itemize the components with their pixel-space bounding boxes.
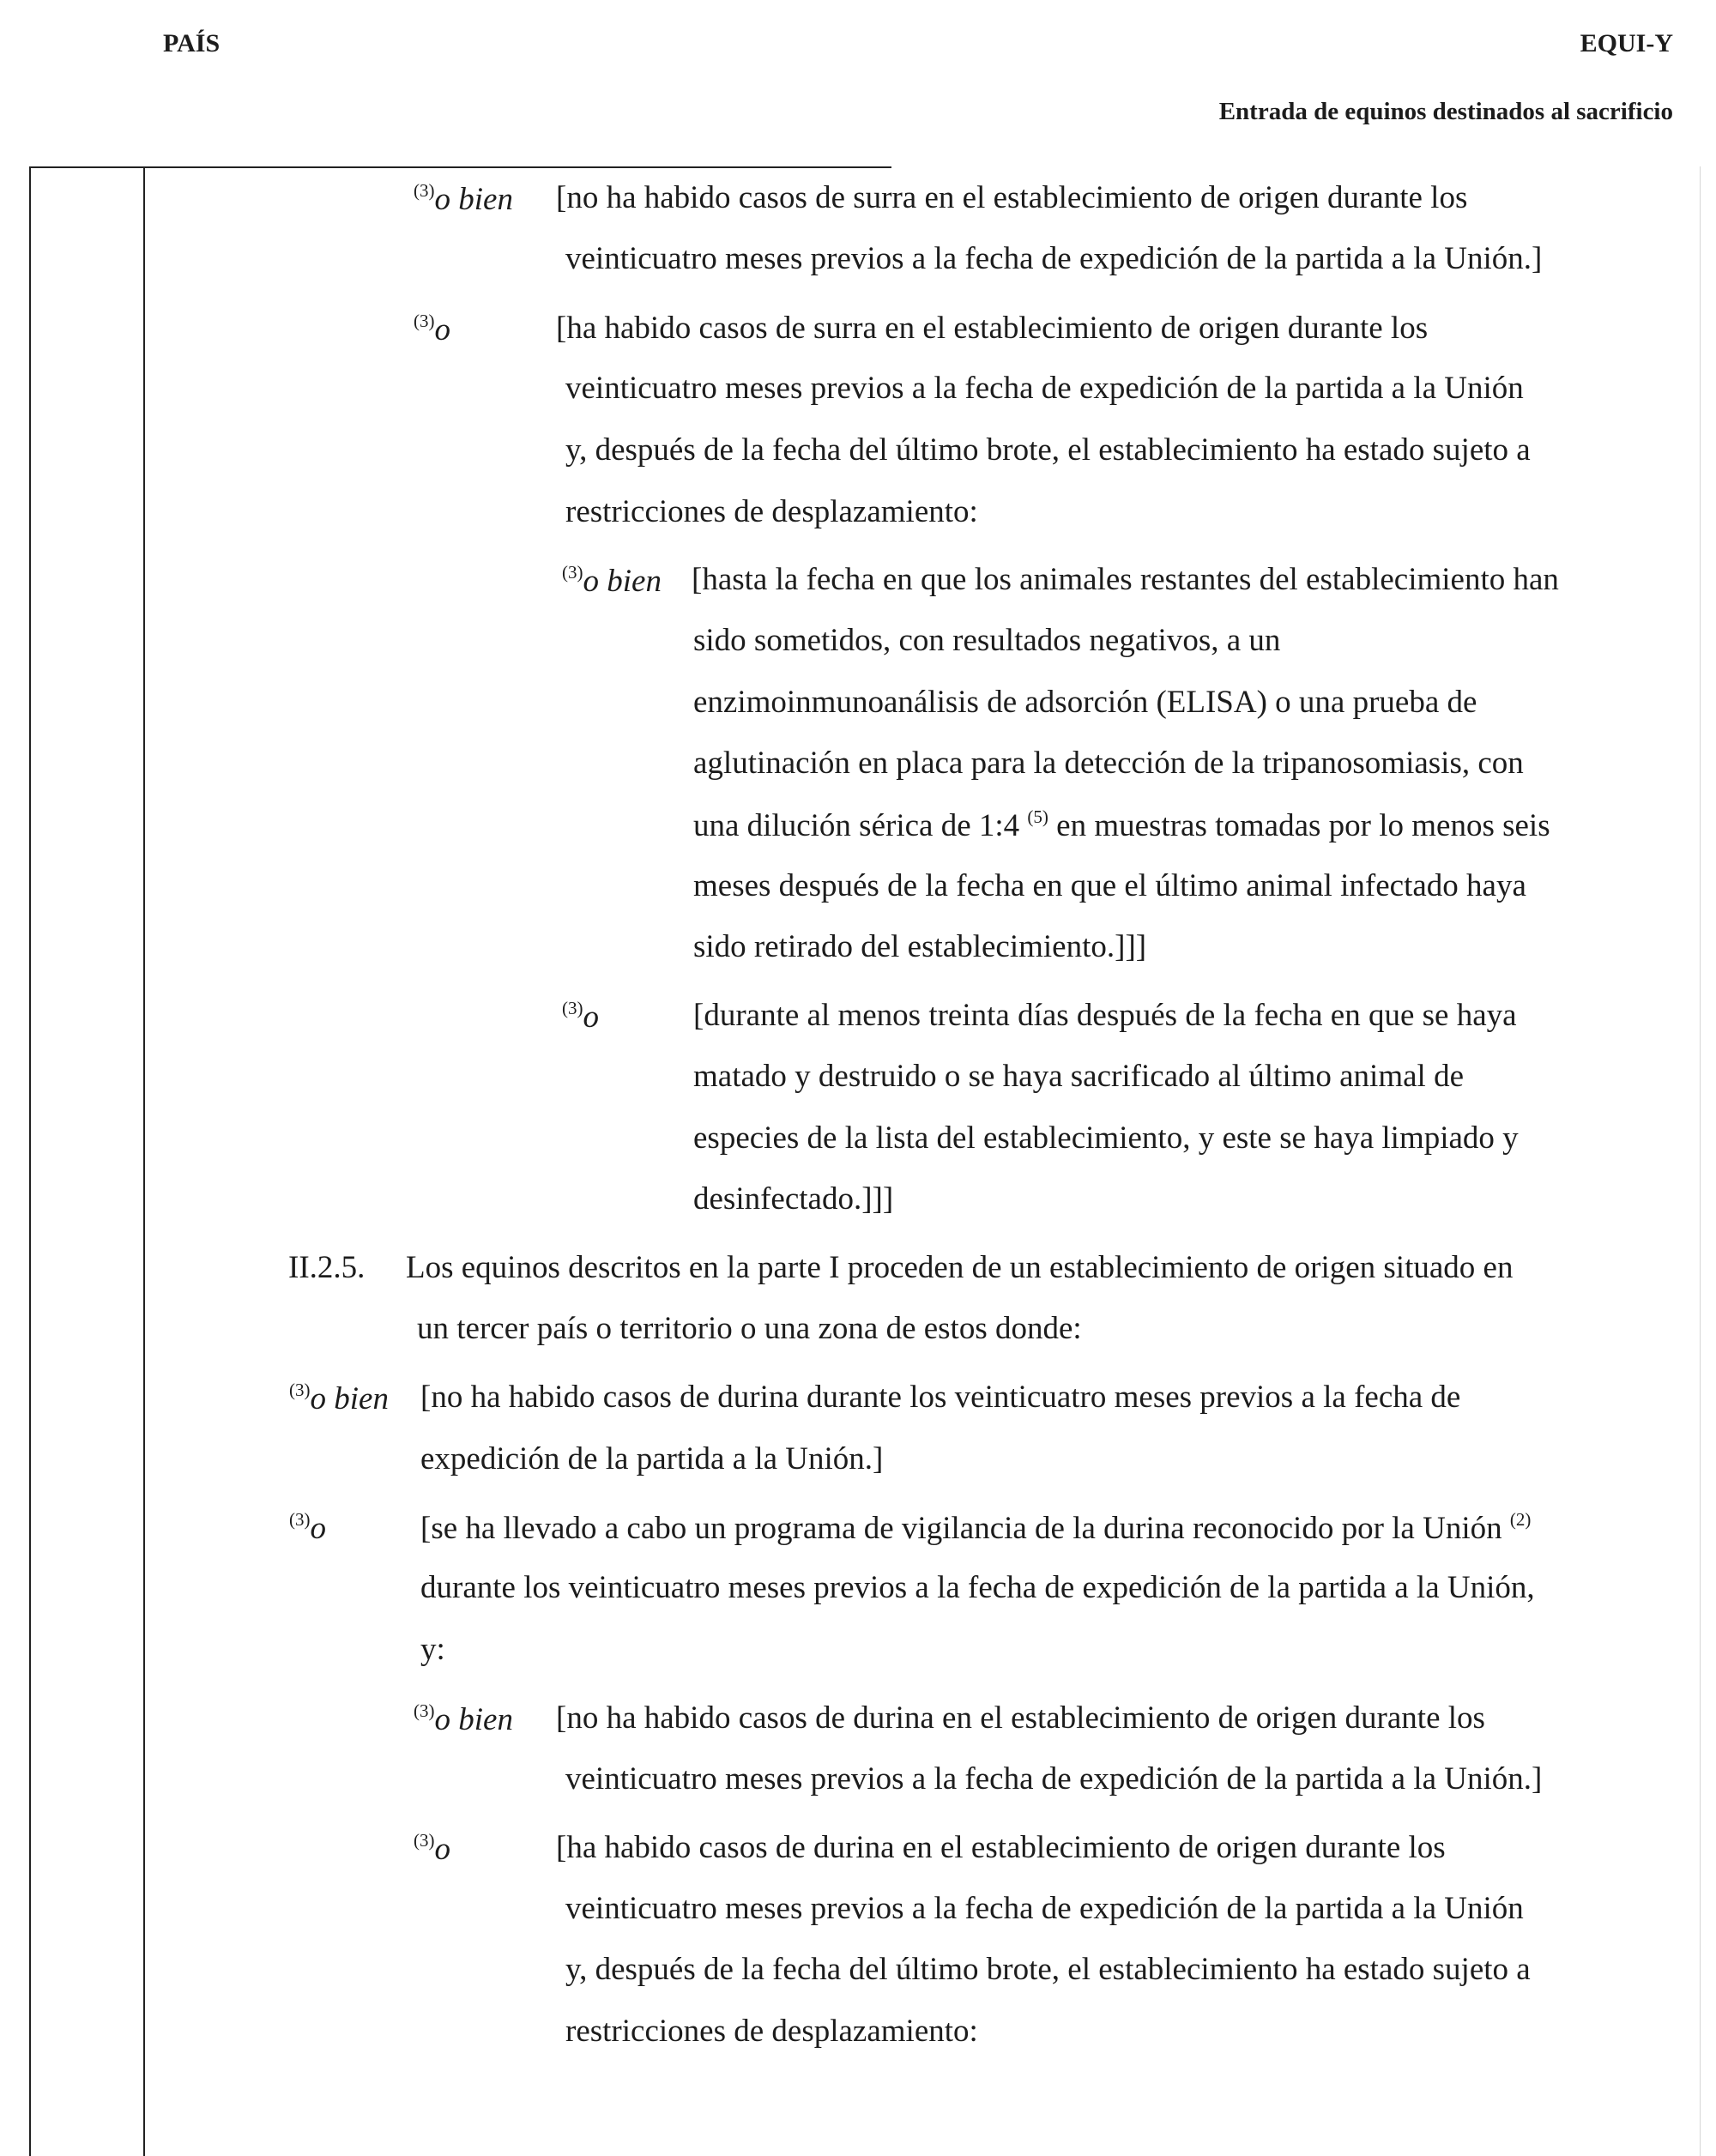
footnote-ref: (3) (414, 1700, 435, 1721)
country-header: PAÍS (163, 29, 221, 57)
text-line: expedición de la partida a la Unión.] (420, 1441, 884, 1477)
text-line: especies de la lista del establecimiento, y este se haya limpiado y (693, 1120, 1519, 1156)
text-line: restricciones de desplazamiento: (565, 494, 978, 529)
option-label: o (434, 1832, 450, 1867)
footnote-ref: (3) (414, 311, 435, 331)
footnote-ref: (3) (289, 1509, 311, 1530)
option-label: o bien (310, 1381, 389, 1416)
footnote-ref: (3) (562, 562, 583, 583)
option-label: o (583, 999, 599, 1035)
text-line: sido sometidos, con resultados negativos, a un (693, 623, 1281, 658)
text-line: durante los veinticuatro meses previos a la fecha de expedición de la partida a la Unión, (420, 1570, 1535, 1605)
option-label: o bien (434, 1702, 513, 1737)
footnote-ref: (5) (1027, 806, 1048, 827)
option-label: o (310, 1511, 326, 1546)
text-line: un tercer país o territorio o una zona de estos donde: (417, 1311, 1082, 1346)
option-label: o bien (583, 564, 662, 599)
option-marker (414, 182, 513, 215)
text-line: y, después de la fecha del último brote, el establecimiento ha estado sujeto a (565, 1952, 1531, 1987)
text-line: veinticuatro meses previos a la fecha de expedición de la partida a la Unión.] (565, 241, 1543, 276)
text-line: veinticuatro meses previos a la fecha de expedición de la partida a la Unión.] (565, 1761, 1543, 1797)
footnote-ref: (2) (1509, 1509, 1532, 1530)
frame-column-divider (143, 166, 145, 2156)
text-line (420, 1511, 1531, 1544)
text-line: veinticuatro meses previos a la fecha de expedición de la partida a la Unión (565, 1891, 1524, 1926)
text-fragment: en muestras tomadas por lo menos seis (1056, 808, 1550, 843)
text-fragment: [se ha llevado a cabo un programa de vigilancia de la durina reconocido por la Unión (420, 1511, 1502, 1546)
certificate-title: Entrada de equinos destinados al sacrificio (1218, 98, 1673, 125)
option-marker (414, 1702, 513, 1736)
text-line: [ha habido casos de surra en el establecimiento de origen durante los (556, 311, 1429, 346)
text-line: [no ha habido casos de durina durante los veinticuatro meses previos a la fecha de (420, 1380, 1461, 1415)
text-line: restricciones de desplazamiento: (565, 2014, 978, 2049)
text-line: veinticuatro meses previos a la fecha de expedición de la partida a la Unión (565, 371, 1524, 406)
option-marker (414, 312, 450, 346)
option-marker (289, 1511, 326, 1544)
text-line: y: (420, 1632, 445, 1667)
footnote-ref: (3) (562, 998, 583, 1018)
option-marker (289, 1381, 389, 1415)
certificate-code: EQUI-Y (1580, 29, 1673, 57)
option-label: o bien (434, 182, 513, 217)
frame-left-border (29, 166, 31, 2156)
frame-top-rule (29, 166, 891, 168)
text-line: y, después de la fecha del último brote, el establecimiento ha estado sujeto a (565, 432, 1531, 468)
text-line: sido retirado del establecimiento.]]] (693, 929, 1147, 964)
text-line: [hasta la fecha en que los animales restantes del establecimiento han (692, 562, 1559, 597)
option-marker (414, 1832, 450, 1865)
frame-right-border (1700, 166, 1701, 2156)
text-line: [no ha habido casos de durina en el establecimiento de origen durante los (556, 1700, 1485, 1736)
text-line: [durante al menos treinta días después de la fecha en que se haya (693, 998, 1517, 1033)
footnote-ref: (3) (289, 1380, 311, 1400)
text-line: [ha habido casos de durina en el establecimiento de origen durante los (556, 1830, 1446, 1865)
option-marker (562, 564, 662, 597)
text-line: aglutinación en placa para la detección de la tripanosomiasis, con (693, 746, 1524, 781)
text-line: matado y destruido o se haya sacrificado al último animal de (693, 1059, 1464, 1094)
text-line: Los equinos descritos en la parte I proceden de un establecimiento de origen situado en (406, 1250, 1514, 1285)
footnote-ref: (3) (414, 1830, 435, 1851)
text-line: enzimoinmunoanálisis de adsorción (ELISA) o una prueba de (693, 685, 1477, 720)
footnote-ref: (3) (414, 180, 435, 201)
text-fragment: una dilución sérica de 1:4 (693, 808, 1020, 843)
section-number: II.2.5. (288, 1250, 366, 1285)
text-line: [no ha habido casos de surra en el establecimiento de origen durante los (556, 180, 1468, 215)
text-line: meses después de la fecha en que el último animal infectado haya (693, 868, 1526, 903)
option-label: o (434, 312, 450, 347)
text-line (693, 808, 1550, 842)
option-marker (562, 999, 599, 1033)
text-line: desinfectado.]]] (693, 1181, 894, 1217)
